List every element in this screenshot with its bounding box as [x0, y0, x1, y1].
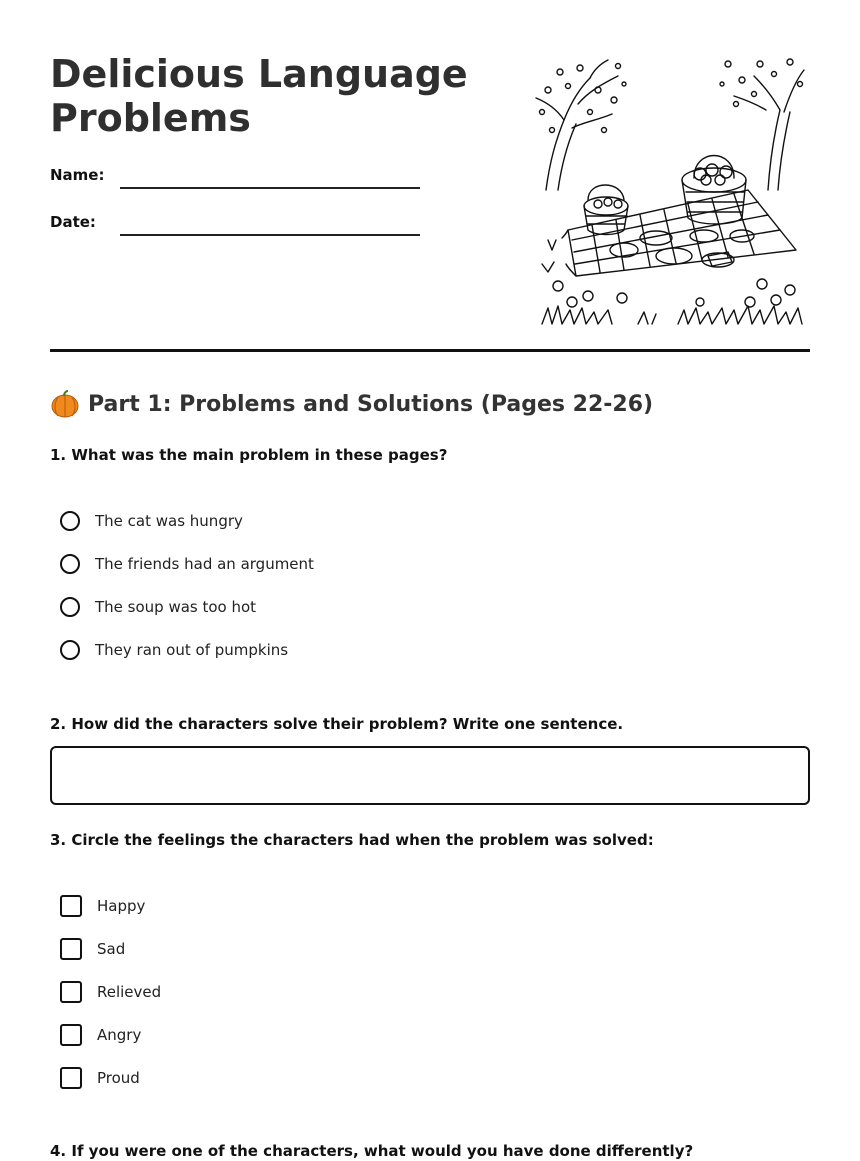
checkbox[interactable]	[60, 1024, 82, 1046]
q3-option[interactable]	[60, 1067, 140, 1089]
question-3: 3. Circle the feelings the characters had when the problem was solved:	[50, 831, 654, 849]
date-label: Date:	[50, 213, 96, 231]
checkbox[interactable]	[60, 1067, 82, 1089]
option-label: The cat was hungry	[95, 512, 243, 530]
name-label: Name:	[50, 166, 105, 184]
radio-button[interactable]	[60, 597, 80, 617]
question-4: 4. If you were one of the characters, what would you have done differently?	[50, 1142, 694, 1160]
q1-option[interactable]	[60, 597, 256, 617]
checkbox[interactable]	[60, 895, 82, 917]
worksheet-title: Delicious Language Problems	[50, 52, 468, 140]
option-label: Happy	[97, 897, 146, 915]
option-label: Relieved	[97, 983, 162, 1001]
checkbox[interactable]	[60, 981, 82, 1003]
radio-button[interactable]	[60, 554, 80, 574]
checkbox[interactable]	[60, 938, 82, 960]
section-heading-text: Part 1: Problems and Solutions (Pages 22-26)	[88, 391, 654, 417]
radio-button[interactable]	[60, 511, 80, 531]
question-1: 1. What was the main problem in these pages?	[50, 446, 448, 464]
option-label: Angry	[97, 1026, 142, 1044]
radio-button[interactable]	[60, 640, 80, 660]
q1-option[interactable]	[60, 554, 314, 574]
option-label: The soup was too hot	[95, 598, 257, 616]
q3-option[interactable]	[60, 895, 145, 917]
question-2: 2. How did the characters solve their problem? Write one sentence.	[50, 715, 624, 733]
option-label: They ran out of pumpkins	[95, 641, 289, 659]
header-divider	[50, 349, 810, 352]
section-heading-part1	[50, 389, 653, 419]
q3-option[interactable]	[60, 938, 125, 960]
q3-option[interactable]	[60, 981, 161, 1003]
pumpkin-icon	[50, 389, 80, 419]
q1-option[interactable]	[60, 640, 288, 660]
q3-option[interactable]	[60, 1024, 141, 1046]
q1-option[interactable]	[60, 511, 243, 531]
answer-box-q2[interactable]	[50, 746, 810, 805]
name-field[interactable]	[120, 187, 420, 189]
option-label: Sad	[97, 940, 126, 958]
picnic-illustration	[528, 50, 808, 330]
date-field[interactable]	[120, 234, 420, 236]
option-label: The friends had an argument	[95, 555, 314, 573]
option-label: Proud	[97, 1069, 140, 1087]
